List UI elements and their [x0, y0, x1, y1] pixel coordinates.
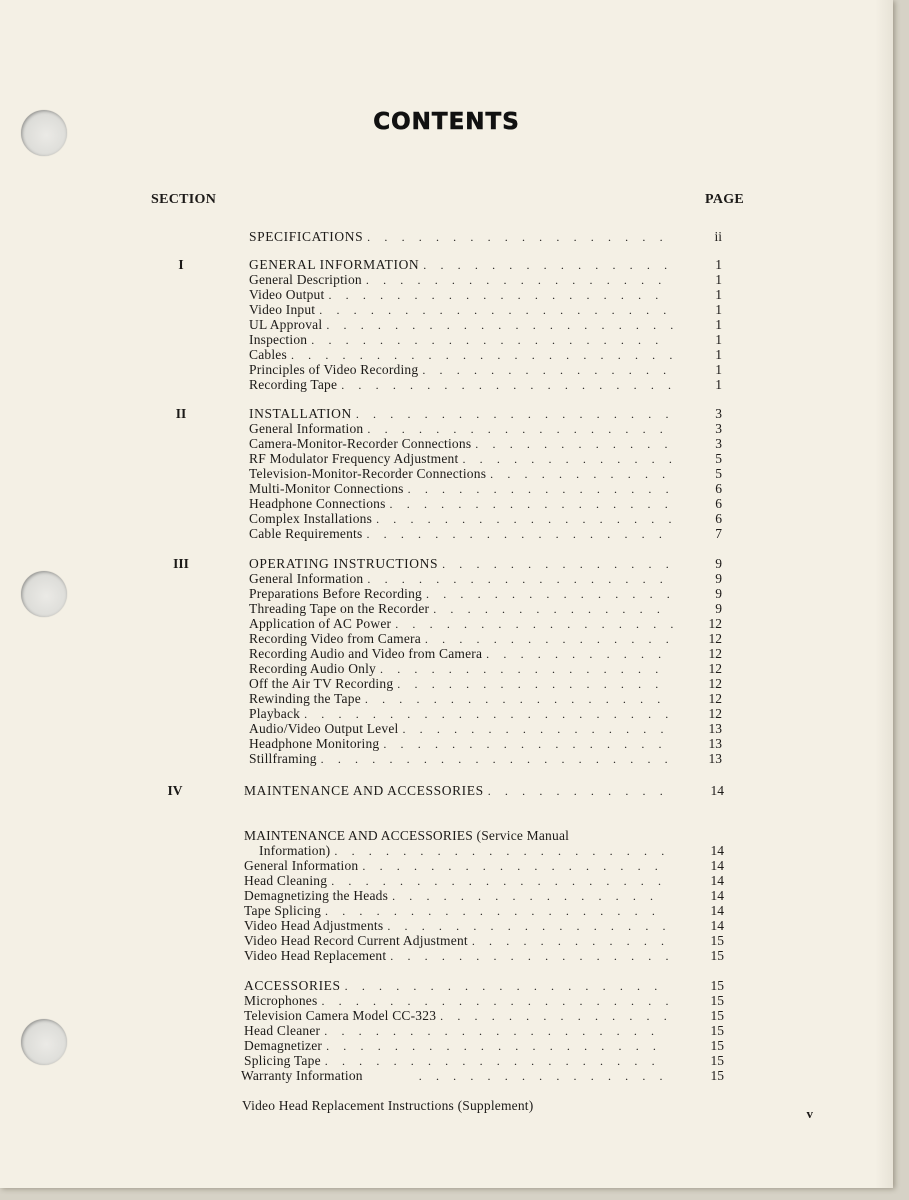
toc-entry-label: MAINTENANCE AND ACCESSORIES (Service Manual: [244, 828, 570, 843]
toc-entry-label: General Information: [244, 858, 359, 873]
toc-entry-row: [249, 377, 673, 392]
dot-leader: [395, 617, 673, 632]
toc-page-number: 1: [715, 332, 722, 347]
toc-entry-label: General Information: [249, 421, 364, 436]
section-number: III: [173, 556, 189, 571]
toc-entry-label: Demagnetizing the Heads: [244, 888, 389, 903]
toc-page-number: 12: [708, 646, 722, 661]
binder-hole-middle: [21, 571, 67, 617]
dot-leader: [390, 949, 668, 964]
toc-page-number: 14: [710, 903, 724, 918]
toc-heading-row: [249, 556, 673, 571]
toc-entry-row: [244, 873, 668, 888]
toc-entry-label: Off the Air TV Recording: [249, 676, 394, 691]
dot-leader: [321, 752, 673, 767]
dot-leader: [376, 512, 673, 527]
toc-entry-row: [249, 526, 673, 541]
dot-leader: [475, 437, 673, 452]
toc-entry-label: Television-Monitor-Recorder Connections: [249, 466, 487, 481]
toc-entry-label: Video Input: [249, 302, 316, 317]
supplement-note: Video Head Replacement Instructions (Supplement): [242, 1098, 534, 1113]
toc-entry-row: [244, 888, 668, 903]
toc-entry-label: Head Cleaning: [244, 873, 328, 888]
dot-leader: [345, 979, 668, 994]
toc-page-number: 12: [708, 661, 722, 676]
toc-entry-row: [249, 646, 673, 661]
toc-entry-row: [249, 661, 673, 676]
dot-leader: [488, 784, 668, 799]
dot-leader: [462, 452, 673, 467]
dot-leader: [486, 647, 673, 662]
toc-entry-row: [249, 676, 673, 691]
toc-entry-label: Multi-Monitor Connections: [249, 481, 404, 496]
dot-leader: [383, 737, 673, 752]
toc-entry-row: [244, 903, 668, 918]
toc-page-number: 14: [710, 888, 724, 903]
toc-entry-label: Splicing Tape: [244, 1053, 321, 1068]
toc-entry-label: General Information: [249, 571, 364, 586]
toc-entry-label: Inspection: [249, 332, 308, 347]
page-number: v: [806, 1106, 813, 1121]
toc-page-number: 15: [710, 1008, 724, 1023]
toc-entry-label: Video Head Record Current Adjustment: [244, 933, 468, 948]
dot-leader: [325, 904, 668, 919]
toc-page-number: 13: [708, 751, 722, 766]
toc-page-number: 15: [710, 993, 724, 1008]
toc-entry-label: Rewinding the Tape: [249, 691, 361, 706]
toc-entry-label: MAINTENANCE AND ACCESSORIES: [244, 783, 484, 798]
toc-entry-label: Recording Audio Only: [249, 661, 376, 676]
toc-heading-row: [249, 406, 673, 421]
toc-page-number: 1: [715, 302, 722, 317]
toc-entry-row: [249, 721, 673, 736]
toc-entry-row: [249, 736, 673, 751]
dot-leader: [490, 467, 673, 482]
dot-leader: [326, 1039, 668, 1054]
toc-page-number: 1: [715, 362, 722, 377]
toc-entry-row: [249, 362, 673, 377]
toc-entry-label: Video Head Adjustments: [244, 918, 384, 933]
toc-page-number: 5: [715, 451, 722, 466]
dot-leader: [367, 572, 673, 587]
toc-entry-row: [249, 631, 673, 646]
toc-entry-label: RF Modulator Frequency Adjustment: [249, 451, 459, 466]
section-number: II: [175, 406, 187, 421]
toc-entry-row: [244, 933, 668, 948]
toc-entry-row: [244, 858, 668, 873]
toc-entry-label: Video Head Replacement: [244, 948, 387, 963]
dot-leader: [422, 363, 673, 378]
toc-entry-label: Tape Splicing: [244, 903, 322, 918]
toc-page-number: 15: [710, 933, 724, 948]
toc-entry-label: Cables: [249, 347, 287, 362]
toc-entry-label: Demagnetizer: [244, 1038, 323, 1053]
toc-entry-row: [249, 691, 673, 706]
toc-entry-row: [249, 302, 673, 317]
toc-entry-label: Preparations Before Recording: [249, 586, 422, 601]
section-number: IV: [167, 783, 183, 798]
dot-leader: [442, 557, 673, 572]
toc-page-number: 15: [710, 948, 724, 963]
toc-entry-label: Warranty Information: [241, 1068, 363, 1083]
dot-leader: [304, 707, 673, 722]
toc-page-number: 14: [710, 918, 724, 933]
toc-page-number: 3: [715, 436, 722, 451]
dot-leader: [334, 844, 668, 859]
toc-page-number: 1: [715, 272, 722, 287]
toc-entry-label: Stillframing: [249, 751, 317, 766]
dot-leader: [402, 722, 673, 737]
dot-leader: [433, 602, 673, 617]
toc-entry-row: [249, 706, 673, 721]
toc-heading-row: [244, 978, 668, 993]
toc-entry-row: [249, 332, 673, 347]
toc-page-number: 3: [715, 421, 722, 436]
toc-entry-label: Playback: [249, 706, 301, 721]
toc-entry-row: [249, 586, 673, 601]
toc-entry-row: [241, 1068, 668, 1083]
toc-entry-label: Threading Tape on the Recorder: [249, 601, 430, 616]
dot-leader: [341, 378, 673, 393]
dot-leader: [366, 527, 673, 542]
toc-page-number: 12: [708, 691, 722, 706]
toc-page-number: 9: [715, 556, 722, 571]
dot-leader: [392, 889, 668, 904]
toc-page-number: 15: [710, 1023, 724, 1038]
dot-leader: [328, 288, 673, 303]
toc-entry-row: [249, 436, 673, 451]
toc-page-number: ii: [714, 229, 722, 244]
toc-entry-row: [244, 993, 668, 1008]
toc-page-number: 6: [715, 481, 722, 496]
toc-page-number: 1: [715, 377, 722, 392]
toc-entry-label: SPECIFICATIONS: [249, 229, 364, 244]
toc-heading-row: [244, 783, 668, 798]
toc-entry-row: [249, 317, 673, 332]
toc-entry-label: Information): [259, 843, 331, 858]
toc-page-number: 1: [715, 257, 722, 272]
toc-page-number: 15: [710, 1068, 724, 1083]
toc-page-number: 15: [710, 978, 724, 993]
dot-leader: [380, 662, 673, 677]
toc-entry-label: Audio/Video Output Level: [249, 721, 399, 736]
toc-entry-row: [244, 918, 668, 933]
dot-leader: [324, 1024, 668, 1039]
toc-page-number: 14: [710, 873, 724, 888]
toc-page-number: 6: [715, 496, 722, 511]
toc-entry-row: [249, 466, 673, 481]
toc-page-number: 1: [715, 317, 722, 332]
dot-leader: [426, 587, 673, 602]
toc-entry-label: ACCESSORIES: [244, 978, 341, 993]
toc-page-number: 12: [708, 616, 722, 631]
toc-page-number: 14: [710, 843, 724, 858]
toc-entry-row: [249, 451, 673, 466]
page-title: CONTENTS: [373, 109, 520, 135]
toc-entry-label: Headphone Monitoring: [249, 736, 380, 751]
toc-entry-label: Microphones: [244, 993, 318, 1008]
binder-hole-bottom: [21, 1019, 67, 1065]
toc-entry-label: OPERATING INSTRUCTIONS: [249, 556, 439, 571]
toc-page-number: 6: [715, 511, 722, 526]
toc-entry-row: [249, 287, 673, 302]
toc-entry-label: Recording Audio and Video from Camera: [249, 646, 483, 661]
dot-leader: [390, 497, 673, 512]
toc-entry-label: Complex Installations: [249, 511, 373, 526]
toc-page-number: 12: [708, 676, 722, 691]
toc-page-number: 1: [715, 287, 722, 302]
toc-page-number: 15: [710, 1038, 724, 1053]
section-column-header: SECTION: [151, 192, 217, 207]
toc-entry-row: [249, 601, 673, 616]
toc-entry-row: [249, 496, 673, 511]
toc-page-number: 12: [708, 706, 722, 721]
section-number: I: [178, 257, 184, 272]
toc-entry-row: [249, 511, 673, 526]
toc-heading-row: [249, 257, 673, 272]
toc-entry-row: [244, 948, 668, 963]
toc-entry-row: [249, 751, 673, 766]
dot-leader: [311, 333, 673, 348]
toc-entry-label: Principles of Video Recording: [249, 362, 419, 377]
dot-leader: [365, 692, 673, 707]
toc-entry-row: [244, 1023, 668, 1038]
toc-entry-label: Head Cleaner: [244, 1023, 321, 1038]
toc-entry-row: [249, 481, 673, 496]
toc-entry-label: GENERAL INFORMATION: [249, 257, 420, 272]
toc-page-number: 1: [715, 347, 722, 362]
toc-entry-label: INSTALLATION: [249, 406, 352, 421]
toc-page-number: 13: [708, 721, 722, 736]
dot-leader: [419, 1069, 668, 1084]
toc-entry-row: [249, 571, 673, 586]
toc-entry-label: General Description: [249, 272, 362, 287]
dot-leader: [321, 994, 668, 1009]
toc-entry-label: Cable Requirements: [249, 526, 363, 541]
dot-leader: [325, 1054, 668, 1069]
dot-leader: [356, 407, 673, 422]
dot-leader: [319, 303, 673, 318]
toc-entry-row: [259, 843, 668, 858]
dot-leader: [367, 230, 673, 245]
toc-page-number: 5: [715, 466, 722, 481]
toc-entry-row: [244, 1053, 668, 1068]
toc-page-number: 14: [710, 783, 724, 798]
dot-leader: [331, 874, 668, 889]
toc-entry-row: [249, 616, 673, 631]
toc-entry-label: Headphone Connections: [249, 496, 386, 511]
toc-page-number: 15: [710, 1053, 724, 1068]
toc-entry-label: Video Output: [249, 287, 325, 302]
toc-entry-row: [249, 421, 673, 436]
toc-page-number: 9: [715, 571, 722, 586]
dot-leader: [387, 919, 668, 934]
toc-entry-label: Television Camera Model CC-323: [244, 1008, 437, 1023]
dot-leader: [397, 677, 673, 692]
dot-leader: [366, 273, 673, 288]
toc-heading-row: [249, 229, 673, 244]
toc-entry-row: [244, 1008, 668, 1023]
toc-page-number: 9: [715, 601, 722, 616]
toc-entry-row: [249, 272, 673, 287]
dot-leader: [472, 934, 668, 949]
toc-entry-label: Recording Video from Camera: [249, 631, 421, 646]
toc-entry-label: UL Approval: [249, 317, 323, 332]
dot-leader: [425, 632, 673, 647]
toc-entry-label: Recording Tape: [249, 377, 338, 392]
page-column-header: PAGE: [705, 192, 745, 207]
dot-leader: [408, 482, 673, 497]
dot-leader: [423, 258, 673, 273]
dot-leader: [440, 1009, 668, 1024]
dot-leader: [291, 348, 673, 363]
toc-page-number: 14: [710, 858, 724, 873]
toc-page-number: 3: [715, 406, 722, 421]
toc-page-number: 12: [708, 631, 722, 646]
toc-entry-row: [244, 1038, 668, 1053]
dot-leader: [326, 318, 673, 333]
toc-entry-row: [249, 347, 673, 362]
toc-page-number: 13: [708, 736, 722, 751]
dot-leader: [367, 422, 673, 437]
toc-entry-label: Application of AC Power: [249, 616, 392, 631]
toc-entry-label: Camera-Monitor-Recorder Connections: [249, 436, 472, 451]
toc-page-number: 7: [715, 526, 722, 541]
dot-leader: [362, 859, 668, 874]
toc-page-number: 9: [715, 586, 722, 601]
